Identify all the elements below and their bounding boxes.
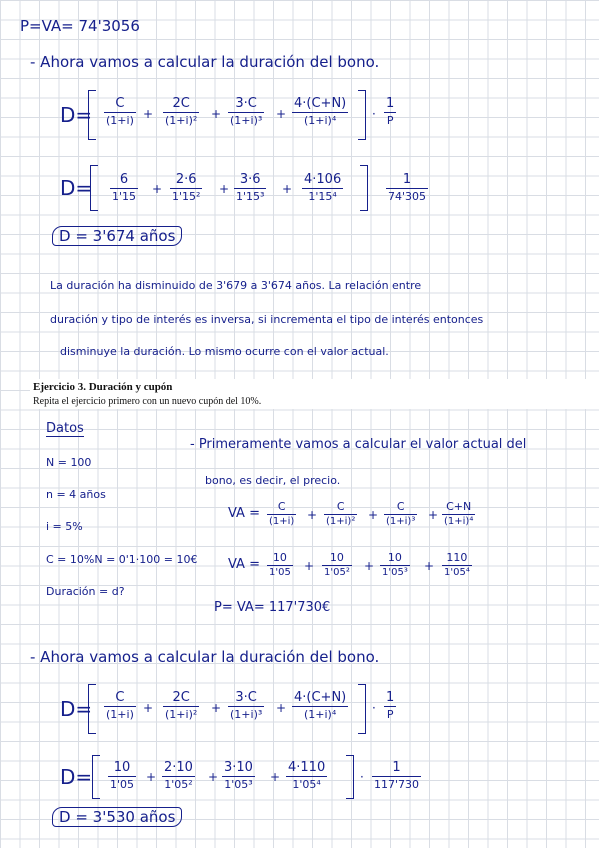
s2-formula-factor: 1 P xyxy=(386,690,395,721)
plus-sign: + xyxy=(143,701,154,715)
s1-formula-lhs: D= xyxy=(60,103,93,127)
s1-formula-bracket-right xyxy=(358,90,366,140)
s2-result-box: D = 3'530 años xyxy=(52,807,182,827)
s1-formula-term-1: C (1+i) xyxy=(106,96,134,127)
va-formula-term-4: C+N (1+i)⁴ xyxy=(444,500,474,527)
plus-sign: + xyxy=(276,701,287,715)
top-result: P=VA= 74'3056 xyxy=(20,17,140,35)
plus-sign: + xyxy=(219,182,230,196)
s2-formula-lhs: D= xyxy=(60,697,93,721)
s1-formula-term-2: 2C (1+i)² xyxy=(165,96,198,127)
plus-sign: + xyxy=(276,107,287,121)
plus-sign: + xyxy=(428,508,439,522)
plus-sign: + xyxy=(211,107,222,121)
va-formula-term-2: C (1+i)² xyxy=(326,500,356,527)
plus-sign: + xyxy=(208,770,219,784)
plus-sign: + xyxy=(143,107,154,121)
data-line-5: Duración = d? xyxy=(46,585,125,598)
s1-numeric-factor: 1 74'305 xyxy=(388,172,427,203)
s2-formula-term-2: 2C (1+i)² xyxy=(165,690,198,721)
data-line-1: N = 100 xyxy=(46,456,92,469)
plus-sign: + xyxy=(270,770,281,784)
s2-numeric-factor: 1 117'730 xyxy=(374,760,420,791)
s2-numeric-term-1: 10 1'05 xyxy=(110,760,135,791)
s2-numeric-term-2: 2·10 1'05² xyxy=(164,760,193,791)
dot-sign: · xyxy=(372,701,376,715)
plus-sign: + xyxy=(152,182,163,196)
s1-formula-factor: 1 P xyxy=(386,96,395,127)
exercise-subtitle: Repita el ejercicio primero con un nuevo cupón del 10%. xyxy=(33,396,262,407)
s1-numeric-term-2: 2·6 1'15² xyxy=(172,172,201,203)
price-result: P= VA= 117'730€ xyxy=(214,600,331,615)
va-formula-term-1: C (1+i) xyxy=(269,500,295,527)
s2-numeric-bracket-right xyxy=(346,755,354,799)
rb-intro-1: - Primeramente vamos a calcular el valor actual del xyxy=(190,437,527,452)
s1-numeric-term-4: 4·106 1'15⁴ xyxy=(304,172,342,203)
s2-numeric-term-3: 3·10 1'05³ xyxy=(224,760,253,791)
s1-numeric-term-1: 6 1'15 xyxy=(112,172,137,203)
plus-sign: + xyxy=(211,701,222,715)
s1-comment-line-2: duración y tipo de interés es inversa, si incrementa el tipo de interés entonces xyxy=(50,313,484,326)
dot-sign: · xyxy=(360,770,364,784)
data-line-3: i = 5% xyxy=(46,520,83,533)
s2-numeric-lhs: D= xyxy=(60,765,93,789)
s1-formula-term-3: 3·C (1+i)³ xyxy=(230,96,263,127)
s1-numeric-lhs: D= xyxy=(60,176,93,200)
s1-numeric-bracket-left xyxy=(90,165,98,211)
s2-numeric-term-4: 4·110 1'05⁴ xyxy=(288,760,326,791)
va-numeric-term-4: 110 1'05⁴ xyxy=(444,551,470,578)
data-line-4: C = 10%N = 0'1·100 = 10€ xyxy=(46,553,198,566)
va-numeric-lhs: VA = xyxy=(228,557,260,572)
va-numeric-term-2: 10 1'05² xyxy=(324,551,350,578)
plus-sign: + xyxy=(282,182,293,196)
va-formula-term-3: C (1+i)³ xyxy=(386,500,416,527)
data-heading: Datos xyxy=(46,421,84,436)
s2-formula-term-4: 4·(C+N) (1+i)⁴ xyxy=(294,690,347,721)
data-line-2: n = 4 años xyxy=(46,488,106,501)
plus-sign: + xyxy=(424,559,435,573)
plus-sign: + xyxy=(146,770,157,784)
exercise-title: Ejercicio 3. Duración y cupón xyxy=(33,381,173,393)
s2-formula-term-3: 3·C (1+i)³ xyxy=(230,690,263,721)
s1-result-box: D = 3'674 años xyxy=(52,226,182,246)
s1-formula-term-4: 4·(C+N) (1+i)⁴ xyxy=(294,96,347,127)
plus-sign: + xyxy=(307,508,318,522)
plus-sign: + xyxy=(304,559,315,573)
section1-intro: - Ahora vamos a calcular la duración del bono. xyxy=(30,53,380,71)
s1-comment-line-1: La duración ha disminuido de 3'679 a 3'674 años. La relación entre xyxy=(50,279,422,292)
s2-formula-bracket-left xyxy=(88,684,96,734)
s2-numeric-bracket-left xyxy=(92,755,100,799)
dot-sign: · xyxy=(372,107,376,121)
va-numeric-term-3: 10 1'05³ xyxy=(382,551,408,578)
plus-sign: + xyxy=(368,508,379,522)
s2-formula-term-1: C (1+i) xyxy=(106,690,134,721)
va-formula-lhs: VA = xyxy=(228,506,260,521)
s2-formula-bracket-right xyxy=(358,684,366,734)
s1-comment-line-3: disminuye la duración. Lo mismo ocurre con el valor actual. xyxy=(60,345,389,358)
s1-numeric-term-3: 3·6 1'15³ xyxy=(236,172,265,203)
rb-intro-2: bono, es decir, el precio. xyxy=(205,474,341,487)
s1-formula-bracket-left xyxy=(88,90,96,140)
s1-numeric-bracket-right xyxy=(360,165,368,211)
va-numeric-term-1: 10 1'05 xyxy=(269,551,291,578)
plus-sign: + xyxy=(364,559,375,573)
section2-intro: - Ahora vamos a calcular la duración del bono. xyxy=(30,648,380,666)
